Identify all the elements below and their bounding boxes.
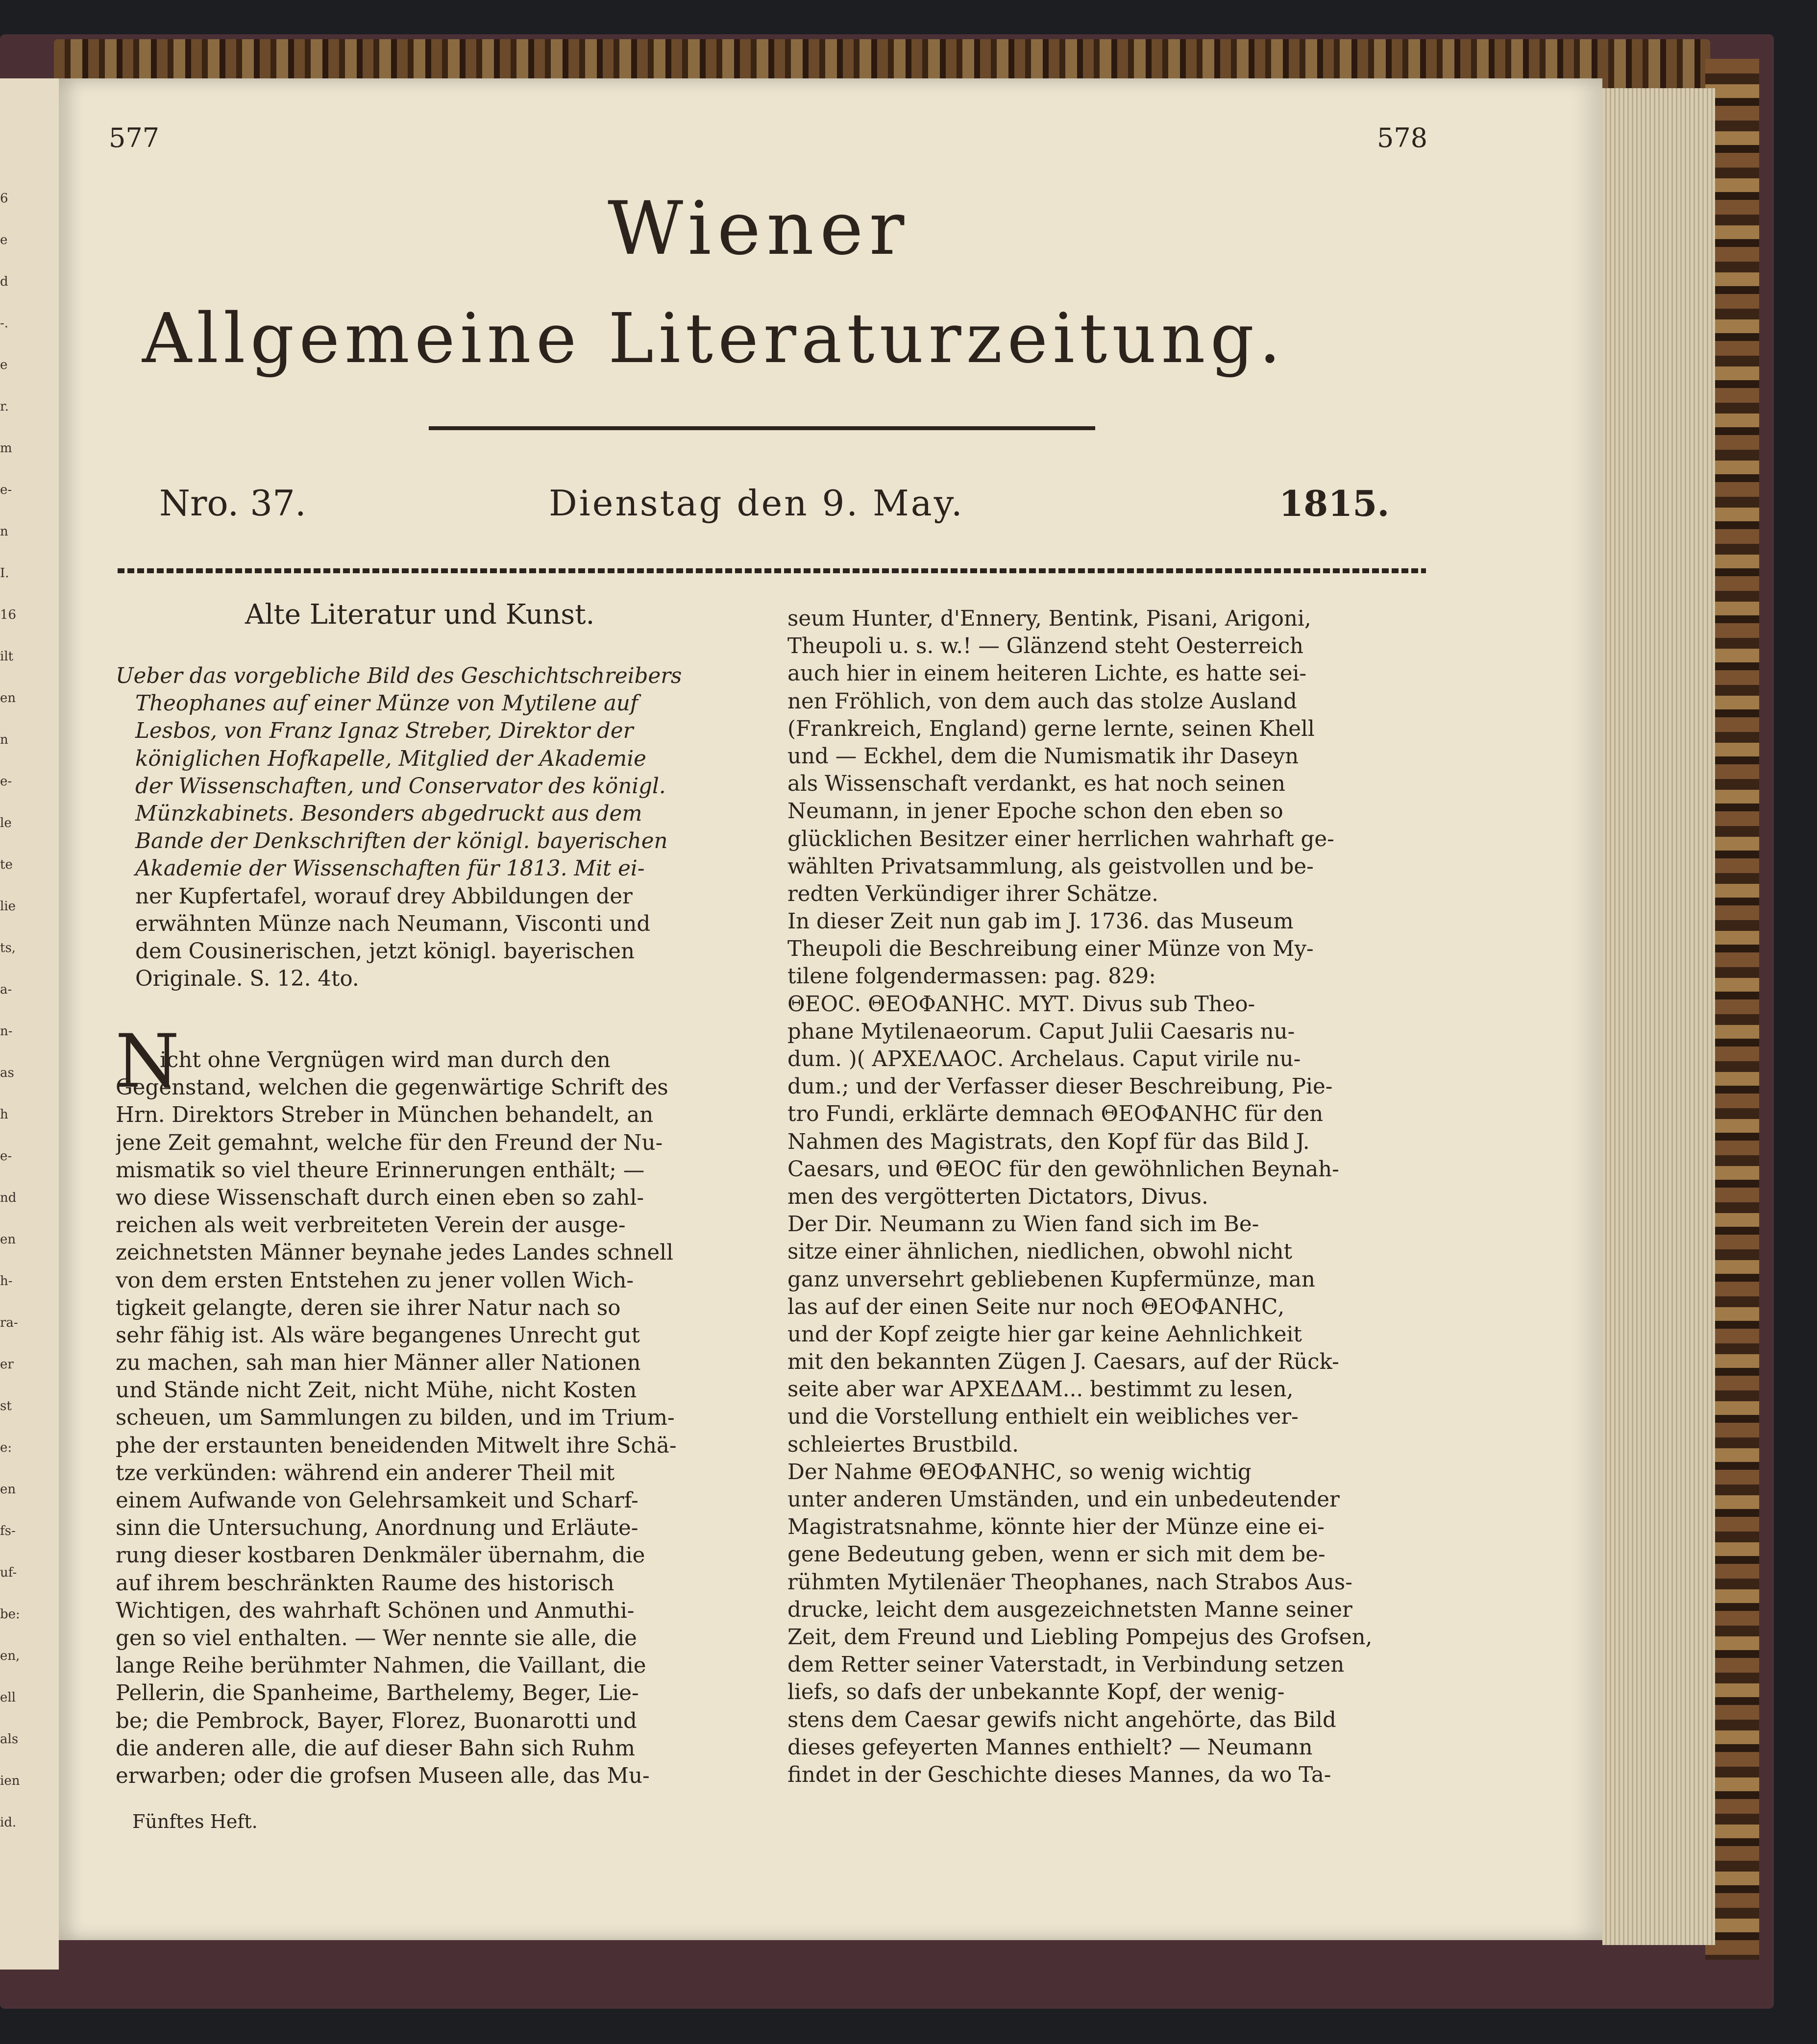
- text-line: Theophanes auf einer Münze von Mytilene auf: [135, 691, 638, 716]
- text-line: Pellerin, die Spanheime, Barthelemy, Beger, Lie-: [116, 1681, 639, 1706]
- facing-page-fragment: d: [0, 274, 8, 289]
- review-title-block: [116, 662, 758, 993]
- text-line: Hrn. Direktors Streber in München behandelt, an: [116, 1103, 654, 1128]
- text-line: In dieser Zeit nun gab im J. 1736. das Museum: [787, 909, 1294, 934]
- text-line: redten Verkündiger ihrer Schätze.: [787, 881, 1158, 906]
- text-line: tze verkünden: während ein anderer Theil mit: [116, 1460, 615, 1485]
- text-line: Magistratsnahme, könnte hier der Münze eine ei-: [787, 1515, 1325, 1540]
- section-heading: Alte Literatur und Kunst.: [245, 599, 595, 631]
- text-line: Originale. S. 12. 4to.: [135, 967, 359, 992]
- text-line: Lesbos, von Franz Ignaz Streber, Direktor der: [135, 719, 634, 744]
- text-line: Caesars, und ΘΕΟϹ für den gewöhnlichen Beynah-: [787, 1157, 1339, 1182]
- page-stack: [1602, 88, 1715, 1945]
- text-line: die anderen alle, die auf dieser Bahn sich Ruhm: [116, 1736, 636, 1761]
- text-line: drucke, leicht dem ausgezeichnetsten Manne seiner: [787, 1597, 1352, 1622]
- left-column-body: [116, 1046, 758, 1790]
- facing-page-fragment: e: [0, 358, 8, 372]
- facing-page-fragment: n: [0, 732, 8, 747]
- facing-page-fragment: n-: [0, 1024, 13, 1039]
- facing-page-fragment: ra-: [0, 1315, 18, 1330]
- text-line: erwähnten Münze nach Neumann, Visconti und: [135, 911, 651, 936]
- text-line: erwarben; oder die grofsen Museen alle, das Mu-: [116, 1763, 650, 1788]
- masthead-title-line2: Allgemeine Literaturzeitung.: [142, 299, 1286, 379]
- text-line: dum. )( ΑΡΧΕΛΑΟϹ. Archelaus. Caput virile nu-: [787, 1047, 1301, 1071]
- text-line: zu machen, sah man hier Männer aller Nationen: [116, 1351, 641, 1376]
- text-line: Zeit, dem Freund und Liebling Pompejus des Grofsen,: [787, 1625, 1373, 1650]
- text-line: seum Hunter, d'Ennery, Bentink, Pisani, Arigoni,: [787, 607, 1311, 631]
- text-line: wählten Privatsammlung, als geistvollen und be-: [787, 854, 1314, 879]
- facing-page-fragment: als: [0, 1732, 19, 1747]
- facing-page-fragment: e: [0, 233, 8, 247]
- text-line: unter anderen Umständen, und ein unbedeutender: [787, 1487, 1340, 1512]
- text-line: mismatik so viel theure Erinnerungen enthält; —: [116, 1158, 645, 1183]
- text-line: und der Kopf zeigte hier gar keine Aehnlichkeit: [787, 1322, 1302, 1347]
- facing-page-fragment: le: [0, 816, 12, 830]
- text-line: dem Retter seiner Vaterstadt, in Verbindung setzen: [787, 1653, 1345, 1678]
- text-line: sinn die Untersuchung, Anordnung und Erläute-: [116, 1516, 638, 1541]
- facing-page-fragment: I.: [0, 566, 9, 581]
- facing-page-fragment: as: [0, 1066, 14, 1080]
- facing-page-fragment: a-: [0, 982, 12, 997]
- text-line: Theupoli die Beschreibung einer Münze von My-: [787, 937, 1314, 962]
- page-number-left: 577: [109, 122, 160, 153]
- text-line: reichen als weit verbreiteten Verein der ausge-: [116, 1213, 626, 1238]
- text-line: phane Mytilenaeorum. Caput Julii Caesaris nu-: [787, 1019, 1295, 1044]
- text-line: Bande der Denkschriften der königl. bayerischen: [135, 829, 668, 854]
- facing-page-fragment: ien: [0, 1774, 20, 1788]
- text-line: nen Fröhlich, von dem auch das stolze Ausland: [787, 689, 1297, 714]
- text-line: dem Cousinerischen, jetzt königl. bayerischen: [135, 939, 635, 964]
- facing-page-fragment: id.: [0, 1815, 17, 1830]
- text-line: und Stände nicht Zeit, nicht Mühe, nicht Kosten: [116, 1378, 637, 1403]
- issue-year: 1815.: [1279, 483, 1390, 524]
- text-line: scheuen, um Sammlungen zu bilden, und im Trium-: [116, 1406, 675, 1431]
- text-line: königlichen Hofkapelle, Mitglied der Akademie: [135, 746, 646, 771]
- text-line: der Wissenschaften, und Conservator des königl.: [135, 774, 666, 799]
- text-line: be; die Pembrock, Bayer, Florez, Buonarotti und: [116, 1708, 637, 1733]
- text-line: seite aber war ΑΡΧΕΔΑΜ... bestimmt zu lesen,: [787, 1377, 1294, 1402]
- text-line: dieses gefeyerten Mannes enthielt? — Neumann: [787, 1735, 1313, 1760]
- facing-page-fragment: e:: [0, 1440, 12, 1455]
- facing-page-fragment: nd: [0, 1191, 17, 1205]
- text-line: Wichtigen, des wahrhaft Schönen und Anmuthi-: [116, 1598, 635, 1623]
- text-line: Akademie der Wissenschaften für 1813. Mit ei-: [135, 856, 645, 881]
- text-line: stens dem Caesar gewifs nicht angehörte, das Bild: [787, 1707, 1336, 1732]
- text-line: Neumann, in jener Epoche schon den eben so: [787, 799, 1283, 824]
- facing-page-fragment: en: [0, 1482, 16, 1497]
- issue-number: Nro. 37.: [159, 483, 306, 524]
- masthead-rule: [429, 426, 1095, 430]
- text-line: men des vergötterten Dictators, Divus.: [787, 1184, 1208, 1209]
- text-line: tilene folgendermassen: pag. 829:: [787, 964, 1156, 989]
- facing-page-fragment: -.: [0, 316, 9, 331]
- text-line: als Wissenschaft verdankt, es hat noch seinen: [787, 772, 1286, 797]
- text-line: (Frankreich, England) gerne lernte, seinen Khell: [787, 716, 1315, 741]
- facing-page-fragment: h: [0, 1107, 8, 1122]
- text-line: rung dieser kostbaren Denkmäler übernahm, die: [116, 1543, 645, 1568]
- facing-page-fragment: lie: [0, 899, 16, 914]
- text-line: Ueber das vorgebliche Bild des Geschichtschreibers: [116, 664, 682, 688]
- text-line: liefs, so dafs der unbekannte Kopf, der wenig-: [787, 1680, 1285, 1705]
- facing-page-fragment: n: [0, 524, 8, 539]
- facing-page-fragment: r.: [0, 399, 9, 414]
- facing-page-fragment: uf-: [0, 1565, 17, 1580]
- facing-page-fragment: te: [0, 857, 13, 872]
- masthead-title-line1: Wiener: [608, 186, 910, 271]
- drop-cap: N: [115, 1019, 180, 1104]
- text-line: findet in der Geschichte dieses Mannes, da wo Ta-: [787, 1762, 1331, 1787]
- text-line: Der Dir. Neumann zu Wien fand sich im Be-: [787, 1212, 1259, 1237]
- facing-page-fragment: en,: [0, 1649, 20, 1663]
- text-line: von dem ersten Entstehen zu jener vollen Wich-: [116, 1268, 634, 1293]
- text-line: und die Vorstellung enthielt ein weibliches ver-: [787, 1405, 1299, 1430]
- text-line: lange Reihe berühmter Nahmen, die Vaillant, die: [116, 1654, 646, 1679]
- text-line: wo diese Wissenschaft durch einen eben so zahl-: [116, 1185, 644, 1210]
- text-line: gen so viel enthalten. — Wer nennte sie alle, die: [116, 1626, 637, 1651]
- facing-page-fragment: e-: [0, 774, 12, 789]
- text-line: ner Kupfertafel, worauf drey Abbildungen der: [135, 884, 633, 909]
- facing-page-fragment: m: [0, 441, 12, 456]
- facing-page-fragment: ts,: [0, 941, 16, 955]
- facing-page-fragment: h-: [0, 1274, 13, 1289]
- facing-page-fragment: 6: [0, 191, 8, 206]
- text-line: phe der erstaunten beneidenden Mitwelt ihre Schä-: [116, 1433, 677, 1458]
- text-line: auf ihrem beschränkten Raume des historisch: [116, 1571, 614, 1596]
- text-line: schleiertes Brustbild.: [787, 1432, 1019, 1457]
- text-line: sitze einer ähnlichen, niedlichen, obwohl nicht: [787, 1240, 1292, 1265]
- text-line: auch hier in einem heiteren Lichte, es hatte sei-: [787, 661, 1307, 686]
- text-line: Nahmen des Magistrats, den Kopf für das Bild J.: [787, 1129, 1310, 1154]
- text-line: mit den bekannten Zügen J. Caesars, auf der Rück-: [787, 1350, 1339, 1375]
- facing-page-fragment: en: [0, 691, 16, 706]
- issue-date: Dienstag den 9. May.: [549, 483, 964, 524]
- text-line: glücklichen Besitzer einer herrlichen wahrhaft ge-: [787, 827, 1334, 852]
- text-line: gene Bedeutung geben, wenn er sich mit dem be-: [787, 1542, 1326, 1567]
- text-line: rühmten Mytilenäer Theophanes, nach Strabos Aus-: [787, 1570, 1352, 1595]
- text-line: einem Aufwande von Gelehrsamkeit und Scharf-: [116, 1488, 638, 1513]
- facing-page-fragment: ilt: [0, 649, 14, 664]
- text-line: sehr fähig ist. Als wäre begangenes Unrecht gut: [116, 1323, 640, 1348]
- facing-page-fragment: en: [0, 1232, 16, 1247]
- facing-page-fragment: e-: [0, 1149, 12, 1164]
- text-line: icht ohne Vergnügen wird man durch den: [160, 1048, 611, 1072]
- text-line: ganz unversehrt gebliebenen Kupfermünze, man: [787, 1267, 1315, 1292]
- text-line: jene Zeit gemahnt, welche für den Freund der Nu-: [116, 1130, 663, 1155]
- text-line: zeichnetsten Männer beynahe jedes Landes schnell: [116, 1241, 673, 1265]
- facing-page-strip: [0, 78, 59, 1970]
- facing-page-fragment: st: [0, 1399, 12, 1413]
- facing-page-fragment: fs-: [0, 1524, 16, 1538]
- decorative-rule: [118, 568, 1426, 573]
- page-number-right: 578: [1377, 122, 1428, 153]
- facing-page-fragment: er: [0, 1357, 14, 1372]
- facing-page-fragment: 16: [0, 608, 17, 622]
- text-line: las auf der einen Seite nur noch ΘΕΟΦΑΝΗϹ,: [787, 1294, 1285, 1319]
- text-line: ΘΕΟϹ. ΘΕΟΦΑΝΗϹ. ΜΥΤ. Divus sub Theo-: [787, 992, 1255, 1017]
- text-line: und — Eckhel, dem die Numismatik ihr Daseyn: [787, 744, 1299, 769]
- right-column-body: [787, 605, 1434, 1789]
- text-line: tro Fundi, erklärte demnach ΘΕΟΦΑΝΗϹ für den: [787, 1102, 1324, 1127]
- signature-footer: Fünftes Heft.: [132, 1811, 258, 1832]
- facing-page-fragment: ell: [0, 1690, 16, 1705]
- text-line: Theupoli u. s. w.! — Glänzend steht Oesterreich: [787, 634, 1304, 659]
- text-line: Gegenstand, welchen die gegenwärtige Schrift des: [116, 1075, 668, 1100]
- facing-page-fragment: e-: [0, 483, 12, 497]
- text-line: Münzkabinets. Besonders abgedruckt aus dem: [135, 801, 642, 826]
- text-line: dum.; und der Verfasser dieser Beschreibung, Pie-: [787, 1074, 1333, 1099]
- text-line: tigkeit gelangte, deren sie ihrer Natur nach so: [116, 1295, 621, 1320]
- facing-page-fragment: be:: [0, 1607, 20, 1622]
- text-line: Der Nahme ΘΕΟΦΑΝΗϹ, so wenig wichtig: [787, 1460, 1252, 1484]
